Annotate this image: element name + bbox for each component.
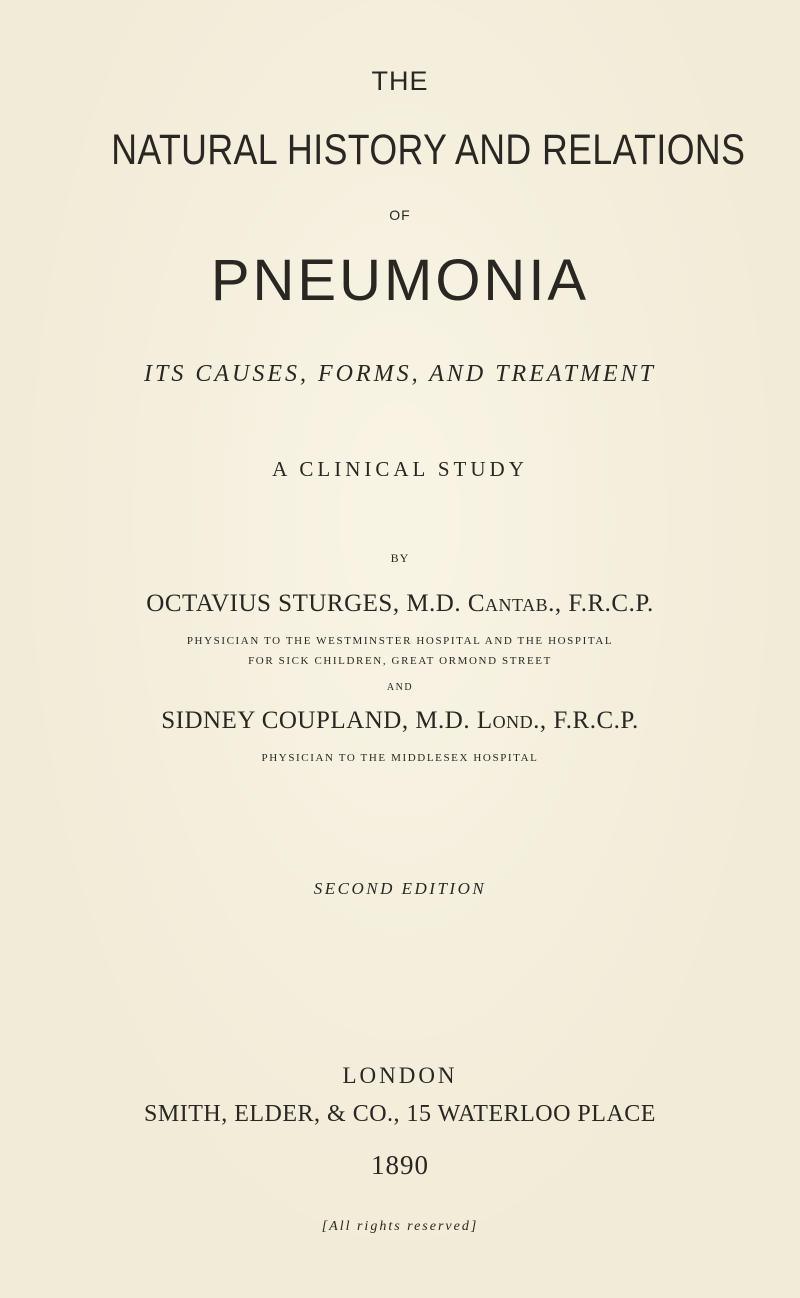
author-degree: Lond. [476,707,540,734]
title-article: THE [371,66,429,96]
author-coupland [0,707,800,735]
study-type: A CLINICAL STUDY [272,457,528,481]
author-suffix: , F.R.C.P. [554,590,654,617]
author-name: SIDNEY COUPLAND, M.D. [161,707,477,734]
author-sturges [0,590,800,618]
author-suffix: , F.R.C.P. [539,707,639,734]
author-degree: Cantab. [467,590,555,617]
main-title: NATURAL HISTORY AND RELATIONS [111,126,746,174]
title-of: OF [389,207,411,223]
rights-notice: [All rights reserved] [321,1219,479,1234]
publication-city: LONDON [342,1063,458,1088]
conjunction: AND [386,682,414,693]
edition: SECOND EDITION [313,879,487,898]
author-affiliation: PHYSICIAN TO THE WESTMINSTER HOSPITAL AND THE HOSPITAL [186,635,614,647]
author-affiliation: PHYSICIAN TO THE MIDDLESEX HOSPITAL [261,752,539,764]
by-label: BY [390,551,410,565]
publisher: SMITH, ELDER, & CO., 15 WATERLOO PLACE [144,1101,656,1127]
author-affiliation: FOR SICK CHILDREN, GREAT ORMOND STREET [248,655,552,667]
author-name: OCTAVIUS STURGES, M.D. [146,590,468,617]
subtitle: ITS CAUSES, FORMS, AND TREATMENT [143,361,656,387]
subject-title: PNEUMONIA [210,248,590,313]
publication-year: 1890 [371,1150,429,1180]
